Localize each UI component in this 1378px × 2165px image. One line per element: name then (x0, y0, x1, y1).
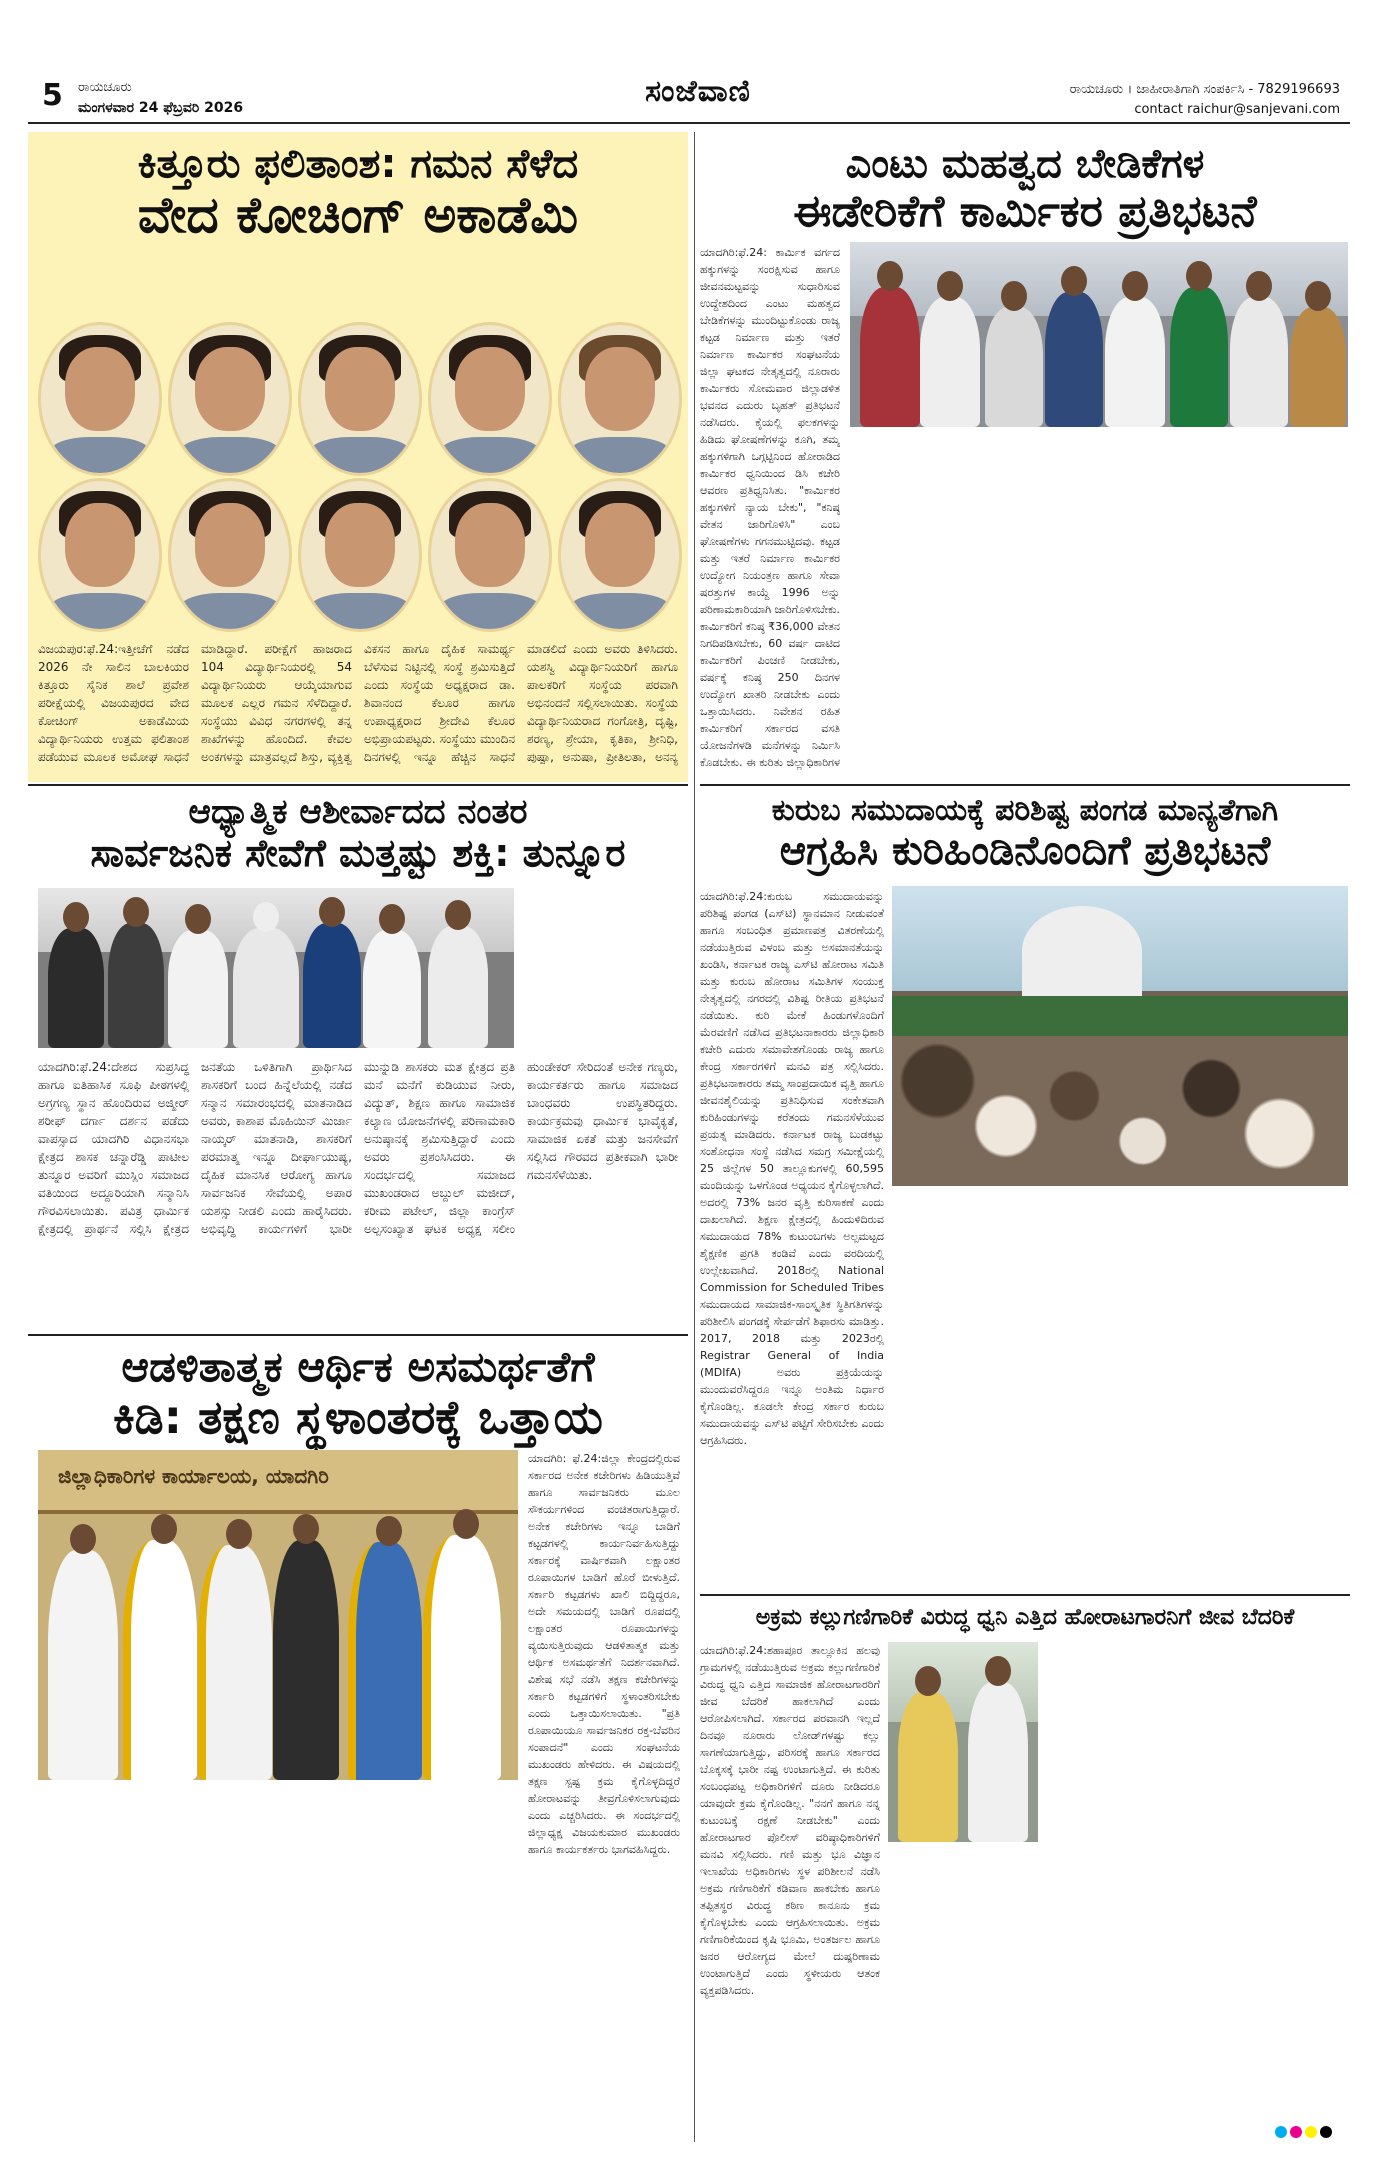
office-building-photo (38, 1450, 518, 1780)
student-photo (298, 478, 422, 632)
section-divider (28, 1334, 688, 1336)
headline-line-1: ಕಿತ್ತೂರು ಫಲಿತಾಂಶ: ಗಮನ ಸೆಳೆದ (137, 141, 579, 187)
headline-line-2: ಆಗ್ರಹಿಸಿ ಕುರಿಹಿಂಡಿನೊಂದಿಗೆ ಪ್ರತಿಭಟನೆ (779, 828, 1271, 874)
student-photo (38, 322, 162, 476)
student-photo (298, 322, 422, 476)
headline-line-1: ಆಡಳಿತಾತ್ಮಕ ಆರ್ಥಿಕ ಅಸಮರ್ಥತೆಗೆ (121, 1342, 595, 1391)
header-rule (28, 122, 1350, 124)
story-body: ವಿಜಯಪುರ:ಫೆ.24:ಇತ್ತೀಚೆಗೆ ನಡೆದ 2026 ನೇ ಸಾಲಿನ ಬಾಲಕಿಯರ ಕಿತ್ತೂರು ಸೈನಿಕ ಶಾಲೆ ಪ್ರವೇಶ ಪರೀಕ್ಷೆಯಲ್ಲಿ ವಿಜಯಪುರದ ವೇದ ಕೋಚಿಂಗ್ ಅಕಾಡೆಮಿಯ ವಿದ್ಯಾರ್ಥಿನಿಯರು ಉತ್ತಮ ಫಲಿತಾಂಶ ಪಡೆಯುವ ಮೂಲಕ ಅಮೋಘ ಸಾಧನೆ ಮಾಡಿದ್ದಾರೆ. ಪರೀಕ್ಷೆಗೆ ಹಾಜರಾದ 104 ವಿದ್ಯಾರ್ಥಿನಿಯರಲ್ಲಿ 54 ವಿದ್ಯಾರ್ಥಿನಿಯರು ಆಯ್ಕೆಯಾಗುವ ಮೂಲಕ ಎಲ್ಲರ ಗಮನ ಸೆಳೆದಿದ್ದಾರೆ. ಸಂಸ್ಥೆಯು ವಿವಿಧ ನಗರಗಳಲ್ಲಿ ತನ್ನ ಶಾಖೆಗಳನ್ನು ಹೊಂದಿದೆ. ಕೇವಲ ಅಂಕಗಳನ್ನು ಮಾತ್ರವಲ್ಲದೆ ಶಿಸ್ತು, ವ್ಯಕ್ತಿತ್ವ ವಿಕಸನ ಹಾಗೂ ದೈಹಿಕ ಸಾಮರ್ಥ್ಯ ಬೆಳೆಸುವ ನಿಟ್ಟಿನಲ್ಲಿ ಸಂಸ್ಥೆ ಶ್ರಮಿಸುತ್ತಿದೆ ಎಂದು ಸಂಸ್ಥೆಯ ಅಧ್ಯಕ್ಷರಾದ ಡಾ. ಶಿವಾನಂದ ಕೆಲೂರ ಹಾಗೂ ಉಪಾಧ್ಯಕ್ಷರಾದ ಶ್ರೀದೇವಿ ಕೆಲೂರ ಅಭಿಪ್ರಾಯಪಟ್ಟರು. ಸಂಸ್ಥೆಯು ಮುಂದಿನ ದಿನಗಳಲ್ಲಿ ಇನ್ನೂ ಹೆಚ್ಚಿನ ಸಾಧನೆ ಮಾಡಲಿದೆ ಎಂದು ಅವರು ತಿಳಿಸಿದರು. ಯಶಸ್ವಿ ವಿದ್ಯಾರ್ಥಿನಿಯರಿಗೆ ಹಾಗೂ ಪಾಲಕರಿಗೆ ಸಂಸ್ಥೆಯ ಪರವಾಗಿ ಅಭಿನಂದನೆ ಸಲ್ಲಿಸಲಾಯಿತು. ಸಂಸ್ಥೆಯ ವಿದ್ಯಾರ್ಥಿನಿಯರಾದ ಗಂಗೋತ್ರಿ, ದೃಷ್ಟಿ, ಶರಣ್ಯ, ಶ್ರೇಯಾ, ಕೃತಿಕಾ, ಶ್ರೀನಿಧಿ, ಪುಷ್ಪಾ, ಅನುಷಾ, ಪ್ರೀತಿಲತಾ, ಅನನ್ಯ (38, 642, 678, 764)
page-number: 5 (42, 78, 63, 113)
location: ರಾಯಚೂರು (78, 80, 132, 95)
headline-line-2: ಕಿಡಿ: ತಕ್ಷಣ ಸ್ಥಳಾಂತರಕ್ಕೆ ಒತ್ತಾಯ (113, 1390, 603, 1445)
masthead (28, 14, 1350, 132)
story-kuruba (700, 790, 1350, 1590)
student-photo (168, 322, 292, 476)
felicitation-photo (38, 888, 514, 1048)
student-photo (558, 478, 682, 632)
student-photo (38, 478, 162, 632)
headline-line-2: ವೇದ ಕೋಚಿಂಗ್ ಅಕಾಡೆಮಿ (137, 186, 579, 244)
section-divider (28, 784, 688, 786)
newspaper-page (28, 14, 1350, 2150)
headline-line-1: ಕುರುಬ ಸಮುದಾಯಕ್ಕೆ ಪರಿಶಿಷ್ಟ ಪಂಗಡ ಮಾನ್ಯತೆಗಾಗಿ (771, 793, 1279, 828)
story-tunnur (28, 790, 688, 1330)
student-photo (168, 478, 292, 632)
story-body: ಯಾದಗಿರಿ: ಫೆ.24:ಜಿಲ್ಲಾ ಕೇಂದ್ರದಲ್ಲಿರುವ ಸರ್ಕಾರದ ಅನೇಕ ಕಚೇರಿಗಳು ಹಿಡಿಯುತ್ತಿವೆ ಹಾಗೂ ಸಾರ್ವಜನಿಕರು ಮೂಲ ಸೌಕರ್ಯಗಳಿಂದ ವಂಚಿತರಾಗುತ್ತಿದ್ದಾರೆ. ಅನೇಕ ಕಚೇರಿಗಳು ಇನ್ನೂ ಬಾಡಿಗೆ ಕಟ್ಟಡಗಳಲ್ಲಿ ಕಾರ್ಯನಿರ್ವಹಿಸುತ್ತಿದ್ದು ಸರ್ಕಾರಕ್ಕೆ ವಾರ್ಷಿಕವಾಗಿ ಲಕ್ಷಾಂತರ ರೂಪಾಯಿಗಳ ಬಾಡಿಗೆ ಹೊರೆ ಬೀಳುತ್ತಿದೆ. ಸರ್ಕಾರಿ ಕಟ್ಟಡಗಳು ಖಾಲಿ ಬಿದ್ದಿದ್ದರೂ, ಅದೇ ಸಮಯದಲ್ಲಿ ಬಾಡಿಗೆ ರೂಪದಲ್ಲಿ ಲಕ್ಷಾಂತರ ರೂಪಾಯಿಗಳನ್ನು ವ್ಯಯಿಸುತ್ತಿರುವುದು ಆಡಳಿತಾತ್ಮಕ ಮತ್ತು ಆರ್ಥಿಕ ಅಸಮರ್ಥತೆಗೆ ನಿದರ್ಶನವಾಗಿದೆ. ವಿಶೇಷ ಸಭೆ ನಡೆಸಿ ತಕ್ಷಣ ಕಚೇರಿಗಳನ್ನು ಸರ್ಕಾರಿ ಕಟ್ಟಡಗಳಿಗೆ ಸ್ಥಳಾಂತರಿಸಬೇಕು ಎಂದು ಒತ್ತಾಯಿಸಲಾಯಿತು. "ಪ್ರತಿ ರೂಪಾಯಿಯೂ ಸಾರ್ವಜನಿಕರ ರಕ್ತ-ಬೆವರಿನ ಸಂಪಾದನೆ" ಎಂದು ಸಂಘಟನೆಯ ಮುಖಂಡರು ಹೇಳಿದರು. ಈ ವಿಷಯದಲ್ಲಿ ತಕ್ಷಣ ಸ್ಪಷ್ಟ ಕ್ರಮ ಕೈಗೊಳ್ಳದಿದ್ದರೆ ಹೋರಾಟವನ್ನು ತೀವ್ರಗೊಳಿಸಲಾಗುವುದು ಎಂದು ಎಚ್ಚರಿಸಿದರು. ಈ ಸಂದರ್ಭದಲ್ಲಿ ಜಿಲ್ಲಾಧ್ಯಕ್ಷ ವಿಜಯಕುಮಾರ ಮುಖಂಡರು ಹಾಗೂ ಕಾರ್ಯಕರ್ತರು ಭಾಗವಹಿಸಿದ್ದರು. (528, 1452, 680, 1856)
story-body: ಯಾದಗಿರಿ:ಫೆ.24: ಕಾರ್ಮಿಕ ವರ್ಗದ ಹಕ್ಕುಗಳನ್ನು ಸಂರಕ್ಷಿಸುವ ಹಾಗೂ ಜೀವನಮಟ್ಟವನ್ನು ಸುಧಾರಿಸುವ ಉದ್ದೇಶದಿಂದ ಎಂಟು ಮಹತ್ವದ ಬೇಡಿಕೆಗಳನ್ನು ಮುಂದಿಟ್ಟುಕೊಂಡು ರಾಜ್ಯ ಕಟ್ಟಡ ನಿರ್ಮಾಣ ಮತ್ತು ಇತರೆ ನಿರ್ಮಾಣ ಕಾರ್ಮಿಕರ ಸಂಘಟನೆಯ ಜಿಲ್ಲಾ ಘಟಕದ ನೇತೃತ್ವದಲ್ಲಿ ನೂರಾರು ಕಾರ್ಮಿಕರು ಸೋಮವಾರ ಜಿಲ್ಲಾಡಳಿತ ಭವನದ ಎದುರು ಬೃಹತ್ ಪ್ರತಿಭಟನೆ ನಡೆಸಿದರು. ಕೈಯಲ್ಲಿ ಫಲಕಗಳನ್ನು ಹಿಡಿದು ಘೋಷಣೆಗಳನ್ನು ಕೂಗಿ, ತಮ್ಮ ಹಕ್ಕುಗಳಿಗಾಗಿ ಒಗ್ಗಟ್ಟಿನಿಂದ ಹೋರಾಡಿದ ಕಾರ್ಮಿಕರ ಧ್ವನಿಯಿಂದ ಡಿಸಿ ಕಚೇರಿ ಆವರಣ ಪ್ರತಿಧ್ವನಿಸಿತು. "ಕಾರ್ಮಿಕರ ಹಕ್ಕುಗಳಿಗೆ ನ್ಯಾಯ ಬೇಕು", "ಕನಿಷ್ಠ ವೇತನ ಜಾರಿಗೊಳಿಸಿ" ಎಂಬ ಘೋಷಣೆಗಳು ಗಗನಮುಟ್ಟಿದವು. ಕಟ್ಟಡ ಮತ್ತು ಇತರೆ ನಿರ್ಮಾಣ ಕಾರ್ಮಿಕರ ಉದ್ಯೋಗ ನಿಯಂತ್ರಣ ಹಾಗೂ ಸೇವಾ ಷರತ್ತುಗಳ ಕಾಯ್ದೆ 1996 ಅನ್ನು ಪರಿಣಾಮಕಾರಿಯಾಗಿ ಜಾರಿಗೊಳಿಸಬೇಕು. ಕಾರ್ಮಿಕರಿಗೆ ಕನಿಷ್ಠ ₹36,000 ವೇತನ ನಿಗದಿಪಡಿಸಬೇಕು, 60 ವರ್ಷ ದಾಟಿದ ಕಾರ್ಮಿಕರಿಗೆ ಪಿಂಚಣಿ ನೀಡಬೇಕು, ವರ್ಷಕ್ಕೆ ಕನಿಷ್ಠ 250 ದಿನಗಳ ಉದ್ಯೋಗ ಖಾತರಿ ನೀಡಬೇಕು ಎಂದು ಒತ್ತಾಯಿಸಿದರು. ನಿವೇಶನ ರಹಿತ ಕಾರ್ಮಿಕರಿಗೆ ಸರ್ಕಾರದ ವಸತಿ ಯೋಜನೆಗಳಡಿ ಮನೆಗಳನ್ನು ನಿರ್ಮಿಸಿ ಕೊಡಬೇಕು. ಈ ಕುರಿತು ಜಿಲ್ಲಾಧಿಕಾರಿಗಳ (700, 246, 840, 769)
section-divider (700, 1594, 1350, 1596)
headline-line-1: ಎಂಟು ಮಹತ್ವದ ಬೇಡಿಕೆಗಳ (845, 141, 1205, 187)
student-photo (428, 322, 552, 476)
story-mining (700, 1600, 1350, 2140)
brand-name: ಸಂಜೆವಾಣಿ (645, 74, 751, 109)
complaint-photo (888, 1642, 1038, 1842)
column-divider (694, 132, 695, 2142)
story-body: ಯಾದಗಿರಿ:ಫೆ.24:ಶಹಾಪೂರ ತಾಲ್ಲೂಕಿನ ಹಲವು ಗ್ರಾಮಗಳಲ್ಲಿ ನಡೆಯುತ್ತಿರುವ ಅಕ್ರಮ ಕಲ್ಲುಗಣಿಗಾರಿಕೆ ವಿರುದ್ಧ ಧ್ವನಿ ಎತ್ತಿದ ಸಾಮಾಜಿಕ ಹೋರಾಟಗಾರರಿಗೆ ಜೀವ ಬೆದರಿಕೆ ಹಾಕಲಾಗಿದೆ ಎಂದು ಆರೋಪಿಸಲಾಗಿದೆ. ಸರ್ಕಾರದ ಪರವಾನಗಿ ಇಲ್ಲದೆ ದಿನವೂ ನೂರಾರು ಲೋಡ್‌ಗಳಷ್ಟು ಕಲ್ಲು ಸಾಗಣೆಯಾಗುತ್ತಿದ್ದು, ಪರಿಸರಕ್ಕೆ ಹಾಗೂ ಸರ್ಕಾರದ ಬೊಕ್ಕಸಕ್ಕೆ ಭಾರೀ ನಷ್ಟ ಉಂಟಾಗುತ್ತಿದೆ. ಈ ಕುರಿತು ಸಂಬಂಧಪಟ್ಟ ಅಧಿಕಾರಿಗಳಿಗೆ ದೂರು ನೀಡಿದರೂ ಯಾವುದೇ ಕ್ರಮ ಕೈಗೊಂಡಿಲ್ಲ. "ನನಗೆ ಹಾಗೂ ನನ್ನ ಕುಟುಂಬಕ್ಕೆ ರಕ್ಷಣೆ ನೀಡಬೇಕು" ಎಂದು ಹೋರಾಟಗಾರ ಪೊಲೀಸ್ ವರಿಷ್ಠಾಧಿಕಾರಿಗಳಿಗೆ ಮನವಿ ಸಲ್ಲಿಸಿದರು. ಗಣಿ ಮತ್ತು ಭೂ ವಿಜ್ಞಾನ ಇಲಾಖೆಯ ಅಧಿಕಾರಿಗಳು ಸ್ಥಳ ಪರಿಶೀಲನೆ ನಡೆಸಿ ಅಕ್ರಮ ಗಣಿಗಾರಿಕೆಗೆ ಕಡಿವಾಣ ಹಾಕಬೇಕು ಹಾಗೂ ತಪ್ಪಿತಸ್ಥರ ವಿರುದ್ಧ ಕಠಿಣ ಕಾನೂನು ಕ್ರಮ ಕೈಗೊಳ್ಳಬೇಕು ಎಂದು ಆಗ್ರಹಿಸಲಾಯಿತು. ಅಕ್ರಮ ಗಣಿಗಾರಿಕೆಯಿಂದ ಕೃಷಿ ಭೂಮಿ, ಅಂತರ್ಜಲ ಹಾಗೂ ಜನರ ಆರೋಗ್ಯದ ಮೇಲೆ ದುಷ್ಪರಿಣಾಮ ಉಂಟಾಗುತ್ತಿದೆ ಎಂದು ಸ್ಥಳೀಯರು ಆತಂಕ ವ್ಯಕ್ತಪಡಿಸಿದರು. (700, 1644, 880, 1997)
student-photo (558, 322, 682, 476)
office-caption: ಜಿಲ್ಲಾಧಿಕಾರಿಗಳ ಕಾರ್ಯಾಲಯ, ಯಾದಗಿರಿ (58, 1464, 329, 1488)
story-admin (28, 1340, 688, 2140)
headline-line-2: ಸಾರ್ವಜನಿಕ ಸೇವೆಗೆ ಮತ್ತಷ್ಟು ಶಕ್ತಿ: ತುನ್ನೂರ (90, 831, 626, 876)
edition-line: ರಾಯಚೂರು । ಜಾಹೀರಾತಿಗಾಗಿ ಸಂಪರ್ಕಿಸಿ - 7829196693 (1069, 82, 1340, 97)
sheep-protest-photo (892, 886, 1348, 1186)
headline-line-1: ಆಧ್ಯಾತ್ಮಿಕ ಆಶೀರ್ವಾದದ ನಂತರ (188, 792, 528, 832)
print-registration-marks (1272, 2123, 1332, 2142)
student-portraits (38, 322, 678, 632)
headline: ಅಕ್ರಮ ಕಲ್ಲುಗಣಿಗಾರಿಕೆ ವಿರುದ್ಧ ಧ್ವನಿ ಎತ್ತಿದ ಹೋರಾಟಗಾರನಿಗೆ ಜೀವ ಬೆದರಿಕೆ (755, 1605, 1295, 1630)
brand-logo (588, 74, 808, 114)
protest-photo (850, 242, 1348, 427)
section-divider (700, 784, 1350, 786)
header-contact (1070, 80, 1340, 120)
story-body: ಯಾದಗಿರಿ:ಫೆ.24:ದೇಶದ ಸುಪ್ರಸಿದ್ಧ ಹಾಗೂ ಐತಿಹಾಸಿಕ ಸೂಫಿ ಪೀಠಗಳಲ್ಲಿ ಅಗ್ರಗಣ್ಯ ಸ್ಥಾನ ಹೊಂದಿರುವ ಅಜ್ಮೀರ್ ಶರೀಫ್ ದರ್ಗಾ ದರ್ಶನ ಪಡೆದು ವಾಪಸ್ಸಾದ ಯಾದಗಿರಿ ವಿಧಾನಸಭಾ ಕ್ಷೇತ್ರದ ಶಾಸಕ ಚನ್ನಾರೆಡ್ಡಿ ಪಾಟೀಲ ತುನ್ನೂರ ಅವರಿಗೆ ಮುಸ್ಲಿಂ ಸಮಾಜದ ವತಿಯಿಂದ ಅದ್ದೂರಿಯಾಗಿ ಸನ್ಮಾನಿಸಿ ಗೌರವಿಸಲಾಯಿತು. ಪವಿತ್ರ ಧಾರ್ಮಿಕ ಕ್ಷೇತ್ರದಲ್ಲಿ ಪ್ರಾರ್ಥನೆ ಸಲ್ಲಿಸಿ ಕ್ಷೇತ್ರದ ಜನತೆಯ ಒಳಿತಿಗಾಗಿ ಪ್ರಾರ್ಥಿಸಿದ ಶಾಸಕರಿಗೆ ಬಂದ ಹಿನ್ನೆಲೆಯಲ್ಲಿ ನಡೆದ ಸನ್ಮಾನ ಸಮಾರಂಭದಲ್ಲಿ ಮಾತನಾಡಿದ ಅವರು, ಕಾಶಾಪ ಮೊಹಿಯಿನ್ ಮಿರ್ಜಾ ನಾಯ್ಕರ್ ಮಾತನಾಡಿ, ಶಾಸಕರಿಗೆ ಪರಮಾತ್ಮ ಇನ್ನೂ ದೀರ್ಘಾಯುಷ್ಯ, ದೈಹಿಕ ಮಾನಸಿಕ ಆರೋಗ್ಯ ಹಾಗೂ ಸಾರ್ವಜನಿಕ ಸೇವೆಯಲ್ಲಿ ಅಪಾರ ಯಶಸ್ಸು ನೀಡಲಿ ಎಂದು ಹಾರೈಸಿದರು. ಅಭಿವೃದ್ಧಿ ಕಾರ್ಯಗಳಿಗೆ ಭಾರೀ ಮುನ್ನುಡಿ ಶಾಸಕರು ಮತ ಕ್ಷೇತ್ರದ ಪ್ರತಿ ಮನೆ ಮನೆಗೆ ಕುಡಿಯುವ ನೀರು, ವಿದ್ಯುತ್, ಶಿಕ್ಷಣ ಹಾಗೂ ಸಾಮಾಜಿಕ ಕಲ್ಯಾಣ ಯೋಜನೆಗಳಲ್ಲಿ ಪರಿಣಾಮಕಾರಿ ಅನುಷ್ಠಾನಕ್ಕೆ ಶ್ರಮಿಸುತ್ತಿದ್ದಾರೆ ಎಂದು ಅವರು ಪ್ರಶಂಸಿಸಿದರು. ಈ ಸಂದರ್ಭದಲ್ಲಿ ಸಮಾಜದ ಮುಖಂಡರಾದ ಅಬ್ದುಲ್ ಮಜೀದ್, ಕರೀಮ ಪಟೇಲ್, ಜಿಲ್ಲಾ ಕಾಂಗ್ರೆಸ್ ಅಲ್ಪಸಂಖ್ಯಾತ ಘಟಕ ಅಧ್ಯಕ್ಷ ಸಲೀಂ ಹುಂಡೇಕರ್ ಸೇರಿದಂತೆ ಅನೇಕ ಗಣ್ಯರು, ಕಾರ್ಯಕರ್ತರು ಹಾಗೂ ಸಮಾಜದ ಬಾಂಧವರು ಉಪಸ್ಥಿತರಿದ್ದರು. ಕಾರ್ಯಕ್ರಮವು ಧಾರ್ಮಿಕ ಭಾವೈಕ್ಯತೆ, ಸಾಮಾಜಿಕ ಏಕತೆ ಮತ್ತು ಜನಸೇವೆಗೆ ಸಲ್ಲಿಸಿದ ಗೌರವದ ಪ್ರತೀಕವಾಗಿ ಭಾರೀ ಗಮನಸೆಳೆಯಿತು. (38, 1060, 678, 1236)
contact-email: contact raichur@sanjevani.com (1134, 102, 1340, 117)
story-workers (700, 132, 1350, 782)
story-body: ಯಾದಗಿರಿ:ಫೆ.24:ಕುರುಬ ಸಮುದಾಯವನ್ನು ಪರಿಶಿಷ್ಟ ಪಂಗಡ (ಎಸ್‌ಟಿ) ಸ್ಥಾನಮಾನ ನೀಡುವಂತೆ ಹಾಗೂ ಸಂಬಂಧಿತ ಪ್ರಮಾಣಪತ್ರ ವಿತರಣೆಯಲ್ಲಿ ನಡೆಯುತ್ತಿರುವ ವಿಳಂಬ ಮತ್ತು ಅಸಮಾನತೆಯನ್ನು ಖಂಡಿಸಿ, ಕರ್ನಾಟಕ ರಾಜ್ಯ ಎಸ್‌ಟಿ ಹೋರಾಟ ಸಮಿತಿ ಮತ್ತು ಕುರುಬ ಹೋರಾಟ ಸಮಿತಿಗಳ ಸಂಯುಕ್ತ ನೇತೃತ್ವದಲ್ಲಿ ನಗರದಲ್ಲಿ ವಿಶಿಷ್ಟ ರೀತಿಯ ಪ್ರತಿಭಟನೆ ನಡೆಯಿತು. ಕುರಿ ಮೇಕೆ ಹಿಂಡುಗಳೊಂದಿಗೆ ಮೆರವಣಿಗೆ ನಡೆಸಿದ ಪ್ರತಿಭಟನಾಕಾರರು ಜಿಲ್ಲಾಧಿಕಾರಿ ಕಚೇರಿ ಎದುರು ಸಮಾವೇಶಗೊಂಡು ರಾಜ್ಯ ಹಾಗೂ ಕೇಂದ್ರ ಸರ್ಕಾರಗಳಿಗೆ ಮನವಿ ಪತ್ರ ಸಲ್ಲಿಸಿದರು. ಪ್ರತಿಭಟನಾಕಾರರು ತಮ್ಮ ಸಾಂಪ್ರದಾಯಿಕ ವೃತ್ತಿ ಹಾಗೂ ಜೀವನಶೈಲಿಯನ್ನು ಪ್ರತಿನಿಧಿಸುವ ಸಂಕೇತವಾಗಿ ಕುರಿಹಿಂಡುಗಳನ್ನು ಕರೆತಂದು ಗಮನಸೆಳೆಯುವ ಪ್ರಯತ್ನ ಮಾಡಿದರು. ಕರ್ನಾಟಕ ರಾಜ್ಯ ಬುಡಕಟ್ಟು ಸಂಶೋಧನಾ ಸಂಸ್ಥೆ ನಡೆಸಿದ ಸಮಗ್ರ ಸಮೀಕ್ಷೆಯಲ್ಲಿ 25 ಜಿಲ್ಲೆಗಳ 50 ತಾಲ್ಲೂಕುಗಳಲ್ಲಿ 60,595 ಮಂದಿಯನ್ನು ಒಳಗೊಂಡ ಅಧ್ಯಯನ ಕೈಗೊಳ್ಳಲಾಗಿದೆ. ಅದರಲ್ಲಿ 73% ಜನರ ವೃತ್ತಿ ಕುರಿಸಾಕಣೆ ಎಂದು ದಾಖಲಾಗಿದೆ. ಶಿಕ್ಷಣ ಕ್ಷೇತ್ರದಲ್ಲಿ ಹಿಂದುಳಿದಿರುವ ಸಮುದಾಯದ 78% ಕುಟುಂಬಗಳು ಅಲ್ಪಮಟ್ಟದ ಶೈಕ್ಷಣಿಕ ಪ್ರಗತಿ ಕಂಡಿವೆ ಎಂದು ವರದಿಯಲ್ಲಿ ಉಲ್ಲೇಖವಾಗಿದೆ. 2018ರಲ್ಲಿ National Commission for Scheduled Tribes ಸಮುದಾಯದ ಸಾಮಾಜಿಕ-ಸಾಂಸ್ಕೃತಿಕ ಸ್ಥಿತಿಗತಿಗಳನ್ನು ಪರಿಶೀಲಿಸಿ ಪಂಗಡಕ್ಕೆ ಸೇರ್ಪಡೆಗೆ ಶಿಫಾರಸು ಮಾಡಿತ್ತು. 2017, 2018 ಮತ್ತು 2023ರಲ್ಲಿ Registrar General of India (MDIfA) ಅವರು ಪ್ರಕ್ರಿಯೆಯನ್ನು ಮುಂದುವರೆಸಿದ್ದರೂ ಇನ್ನೂ ಅಂತಿಮ ನಿರ್ಧಾರ ಕೈಗೊಂಡಿಲ್ಲ. ಕೂಡಲೇ ಕೇಂದ್ರ ಸರ್ಕಾರ ಕುರುಬ ಸಮುದಾಯವನ್ನು ಎಸ್‌ಟಿ ಪಟ್ಟಿಗೆ ಸೇರಿಸಬೇಕು ಎಂದು ಆಗ್ರಹಿಸಿದರು. (700, 890, 884, 1447)
student-photo (428, 478, 552, 632)
date: ಮಂಗಳವಾರ 24 ಫೆಬ್ರವರಿ 2026 (78, 100, 244, 116)
story-kittur (28, 132, 688, 782)
headline-line-2: ಈಡೇರಿಕೆಗೆ ಕಾರ್ಮಿಕರ ಪ್ರತಿಭಟನೆ (793, 186, 1257, 237)
